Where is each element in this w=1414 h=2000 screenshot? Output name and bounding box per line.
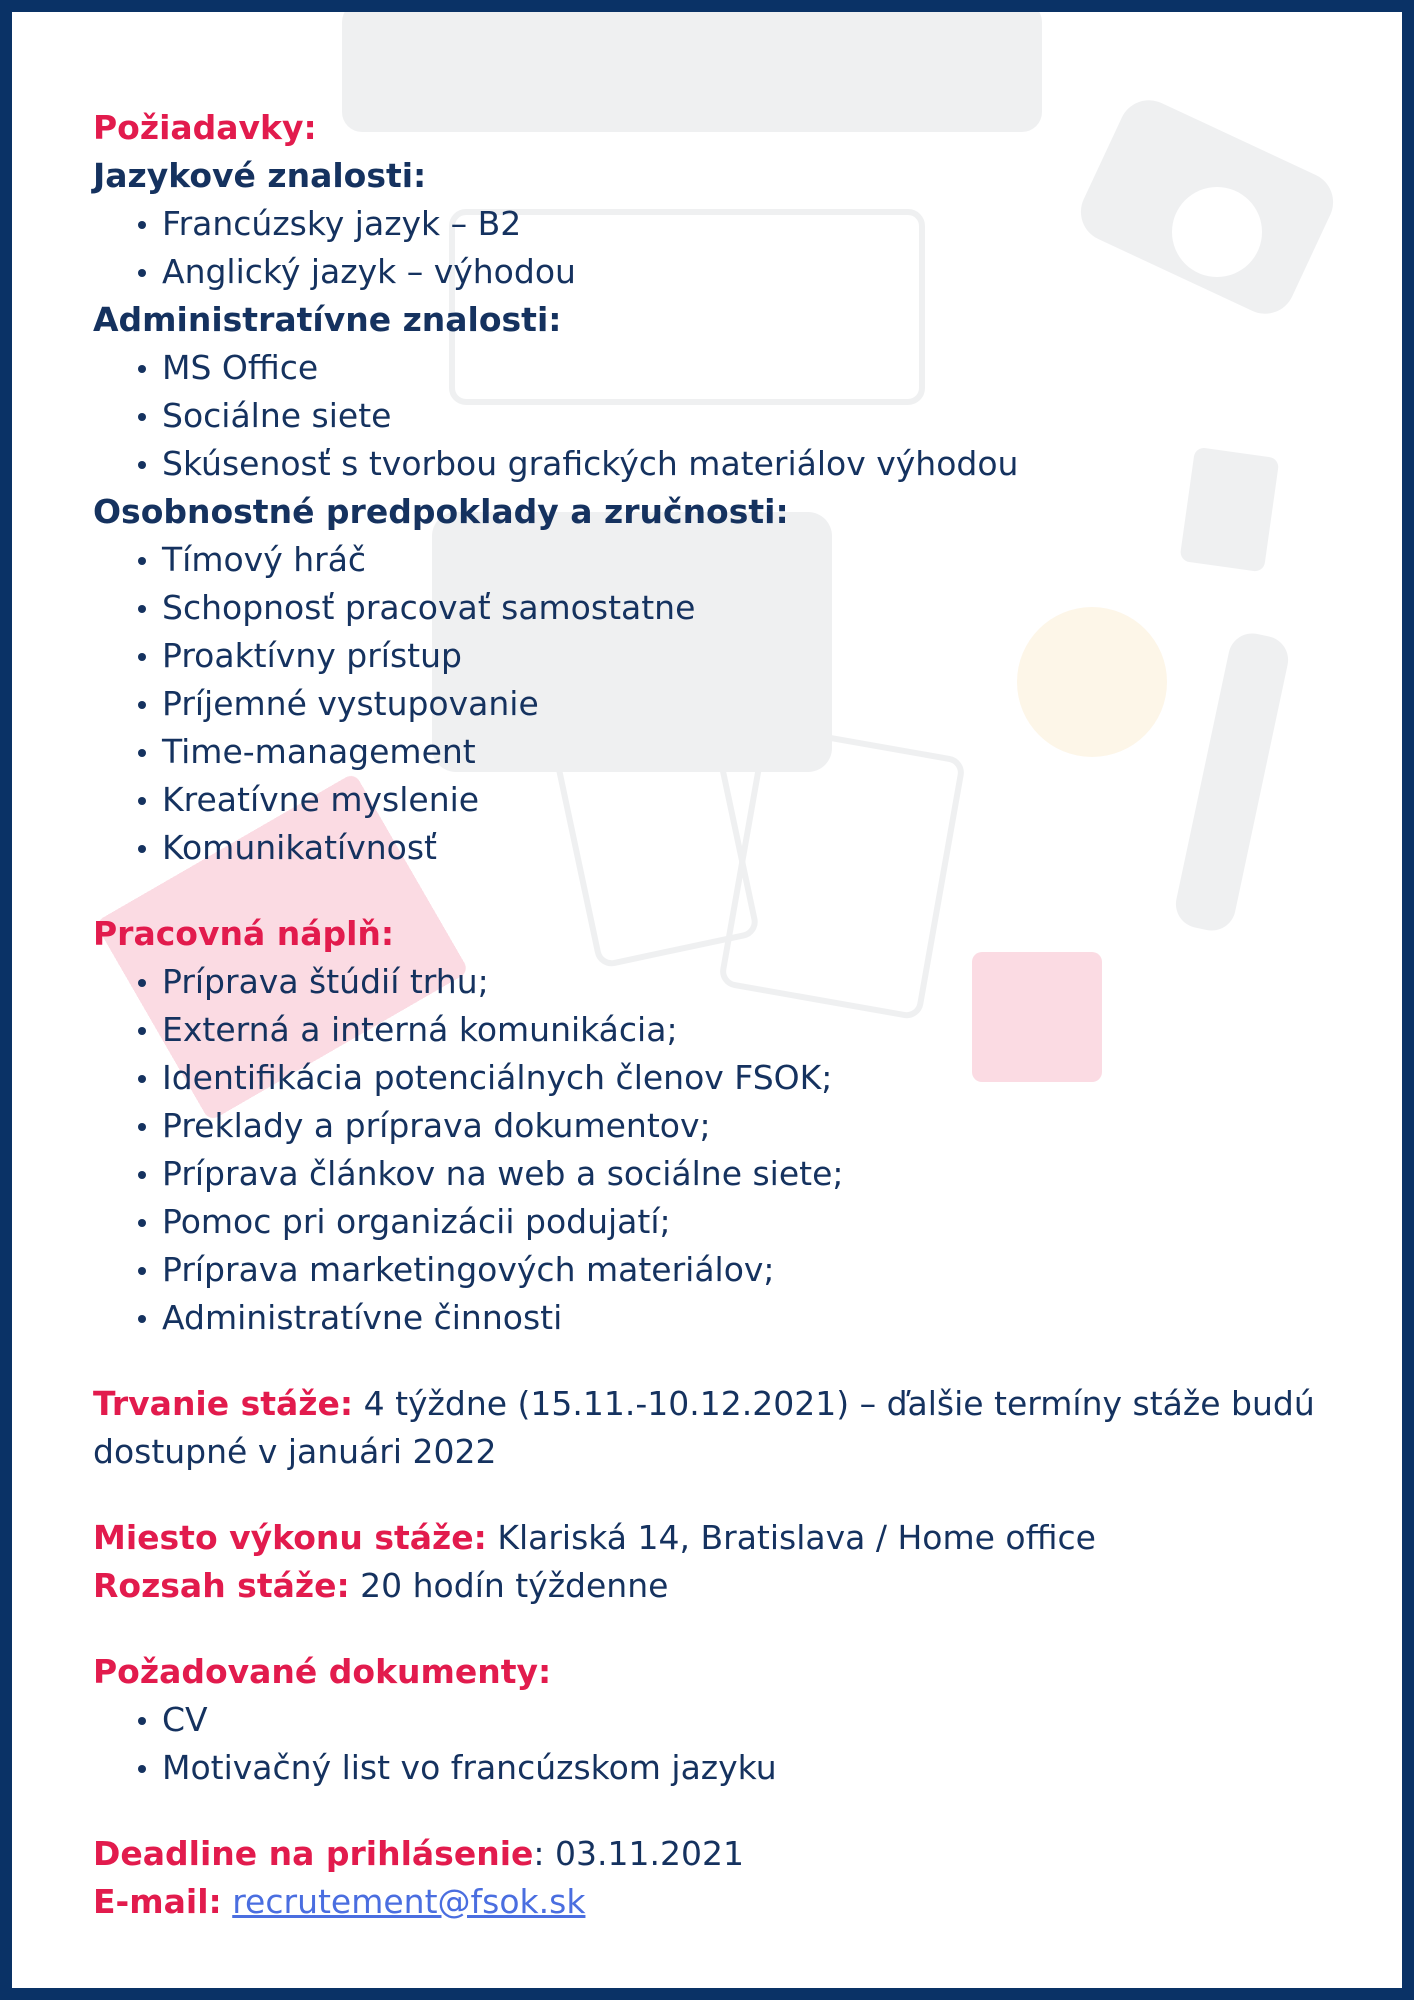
list-item: Preklady a príprava dokumentov; bbox=[162, 1102, 1343, 1150]
admin-list bbox=[93, 344, 1343, 488]
scope-value: 20 hodín týždenne bbox=[360, 1566, 669, 1605]
list-item: Pomoc pri organizácii podujatí; bbox=[162, 1198, 1343, 1246]
duration-value: 4 týždne (15.11.-10.12.2021) – ďalšie termíny stáže budú dostupné v januári 2022 bbox=[93, 1384, 1315, 1471]
list-item: Príprava článkov na web a sociálne siete; bbox=[162, 1150, 1343, 1198]
document-page bbox=[12, 12, 1402, 1988]
list-item: Identifikácia potenciálnych členov FSOK; bbox=[162, 1054, 1343, 1102]
requirements-heading: Požiadavky: bbox=[93, 108, 317, 147]
list-item: Proaktívny prístup bbox=[162, 632, 1343, 680]
languages-list bbox=[93, 200, 1343, 296]
email-link[interactable]: recrutement@fsok.sk bbox=[232, 1882, 586, 1921]
scope-label: Rozsah stáže: bbox=[93, 1566, 350, 1605]
deadline-value: : 03.11.2021 bbox=[533, 1834, 744, 1873]
location-label: Miesto výkonu stáže: bbox=[93, 1518, 487, 1557]
location-value: Klariská 14, Bratislava / Home office bbox=[497, 1518, 1096, 1557]
job-heading: Pracovná náplň: bbox=[93, 914, 395, 953]
personal-list bbox=[93, 536, 1343, 872]
document-content bbox=[93, 104, 1343, 1926]
job-list bbox=[93, 958, 1343, 1342]
documents-heading: Požadované dokumenty: bbox=[93, 1652, 552, 1691]
list-item: Kreatívne myslenie bbox=[162, 776, 1343, 824]
list-item: Komunikatívnosť bbox=[162, 824, 1343, 872]
list-item: Francúzsky jazyk – B2 bbox=[162, 200, 1343, 248]
list-item: Externá a interná komunikácia; bbox=[162, 1006, 1343, 1054]
documents-list bbox=[93, 1696, 1343, 1792]
list-item: Tímový hráč bbox=[162, 536, 1343, 584]
list-item: Skúsenosť s tvorbou grafických materiálov výhodou bbox=[162, 440, 1343, 488]
languages-heading: Jazykové znalosti: bbox=[93, 156, 427, 195]
deadline-line bbox=[93, 1830, 1343, 1878]
list-item: Sociálne siete bbox=[162, 392, 1343, 440]
admin-heading: Administratívne znalosti: bbox=[93, 300, 562, 339]
list-item: Príprava štúdií trhu; bbox=[162, 958, 1343, 1006]
list-item: Schopnosť pracovať samostatne bbox=[162, 584, 1343, 632]
list-item: Administratívne činnosti bbox=[162, 1294, 1343, 1342]
list-item: MS Office bbox=[162, 344, 1343, 392]
list-item: Príjemné vystupovanie bbox=[162, 680, 1343, 728]
list-item: CV bbox=[162, 1696, 1343, 1744]
duration-line bbox=[93, 1380, 1343, 1476]
personal-heading: Osobnostné predpoklady a zručnosti: bbox=[93, 492, 789, 531]
list-item: Anglický jazyk – výhodou bbox=[162, 248, 1343, 296]
list-item: Motivačný list vo francúzskom jazyku bbox=[162, 1744, 1343, 1792]
deadline-label: Deadline na prihlásenie bbox=[93, 1834, 534, 1873]
list-item: Príprava marketingových materiálov; bbox=[162, 1246, 1343, 1294]
list-item: Time-management bbox=[162, 728, 1343, 776]
email-label: E-mail: bbox=[93, 1882, 222, 1921]
duration-label: Trvanie stáže: bbox=[93, 1384, 354, 1423]
location-line bbox=[93, 1514, 1343, 1562]
scope-line bbox=[93, 1562, 1343, 1610]
email-line bbox=[93, 1878, 1343, 1926]
